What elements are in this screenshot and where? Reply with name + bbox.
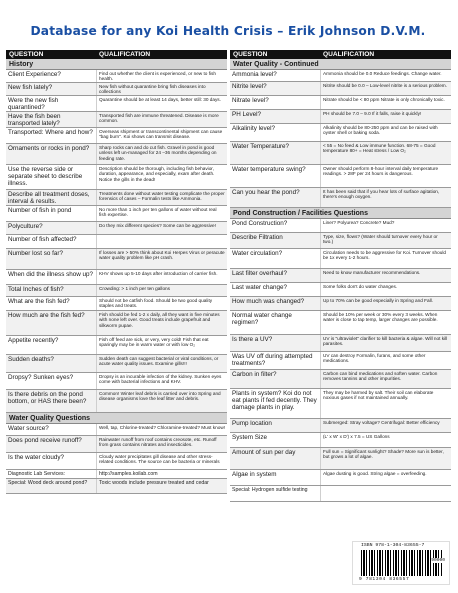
row-qualification: Cloudy water precipitates gill disease and other stress-related conditions. The source can be bacteria or minerals	[96, 453, 227, 469]
row-qualification: Up to 70% can be good especially in Spring and Fall.	[320, 297, 451, 310]
section-history: History	[6, 59, 227, 70]
row-question: How much are the fish fed?	[8, 312, 85, 319]
row-question: What are the fish fed?	[8, 298, 70, 305]
row-question: Number lost so far?	[8, 250, 63, 257]
row-question: Water temperature swing?	[232, 166, 306, 173]
row-qualification: Liner? Polyurea? Concrete? Mud?	[320, 219, 451, 232]
row-question: Is there a UV?	[232, 336, 273, 343]
row-question: PH Level?	[232, 111, 262, 118]
table-row	[6, 165, 227, 190]
table-row	[230, 110, 451, 124]
table-row	[6, 144, 227, 165]
row-question: Normal water change regimen?	[232, 312, 292, 327]
row-qualification: Ammonia should be 0.0 Reduce feedings. Change water.	[320, 70, 451, 81]
row-question: Total Inches of fish?	[8, 286, 64, 293]
row-question: Water circulation?	[232, 250, 283, 257]
table-row	[6, 235, 227, 249]
row-qualification: They may be harmed by salt. Their soil can elaborate noxious gases if not maintained annually.	[320, 389, 451, 418]
table-row	[230, 249, 451, 269]
row-question: Ornaments or rocks in pond?	[8, 145, 90, 152]
row-qualification: Should be 10% per week or 30% every 3 weeks. When water is close to tap temp, larger changes are possible.	[320, 311, 451, 334]
row-qualification: Some folks don't do water changes.	[320, 283, 451, 296]
row-qualification: Need to know manufacturer recommendations.	[320, 269, 451, 282]
left-column	[6, 50, 227, 494]
table-row	[6, 96, 227, 112]
row-qualification: Nitrate should be < 80 ppm Nitrate is only chronically toxic.	[320, 96, 451, 109]
row-question: Have the fish been transported lately?	[8, 113, 61, 128]
page-title: Database for any Koi Health Crisis – Erik Johnson D.V.M.	[30, 24, 426, 38]
table-row	[230, 335, 451, 352]
row-qualification: (L' x W' x D') x 7.5 = US Gallons	[320, 433, 451, 447]
table-row	[230, 124, 451, 142]
section-pond-construction: Pond Construction / Facilities Questions	[230, 208, 451, 219]
row-qualification: PH should be 7.0 – 9.0 If it falls, raise it quickly!	[320, 110, 451, 123]
row-qualification: Sudden death can suggest bacterial or viral conditions, or acute water quality issues. Examine gills!!!	[96, 355, 227, 372]
row-qualification: Quarantine should be at least 14 days, better still: 30 days.	[96, 96, 227, 111]
table-row	[230, 269, 451, 283]
row-qualification: Fish off feed are sick, or very, very cold! Fish that eat sparingly may be in warm water or with low O₂	[96, 336, 227, 354]
header-qualification: QUALIFICATION	[99, 51, 151, 58]
table-row	[6, 270, 227, 285]
row-qualification: New fish without quarantine bring fish diseases into collections	[96, 83, 227, 95]
table-row	[230, 70, 451, 82]
table-row	[230, 352, 451, 370]
table-row	[6, 311, 227, 336]
row-qualification: Description should be thorough, including fish behavior, duration, appearance, and especially, exam after death. Notice the gills in the dead!	[96, 165, 227, 189]
row-question: Polyculture?	[8, 223, 43, 230]
row-question: Last water change?	[232, 284, 287, 291]
row-question: Ammonia level?	[232, 71, 277, 78]
row-question: Was UV off during attempted treatments?	[232, 353, 313, 368]
table-row	[6, 424, 227, 436]
row-qualification: Owner should perform 8-hour interval daily temperature readings. > 28F per 24 hours is dangerous.	[320, 165, 451, 187]
row-qualification: No more than 1 inch per ten gallons of water without real fish expertise.	[96, 206, 227, 221]
section-water-quality: Water Quality Questions	[6, 413, 227, 424]
row-question: Amount of sun per day	[232, 449, 296, 456]
row-qualification	[320, 486, 451, 501]
table-row	[230, 311, 451, 335]
table-row	[230, 283, 451, 297]
table-row	[230, 448, 451, 470]
table-row	[230, 219, 451, 233]
row-qualification: Sharp rocks can and do cut fish. Gravel in pond is good unless left un-managed for 24 –36 months depending on feeding rate.	[96, 144, 227, 164]
row-question: Is the water cloudy?	[8, 454, 65, 461]
right-column	[230, 50, 451, 502]
row-qualification: http://samples.koilab.com	[96, 470, 227, 478]
barcode-digits: 9 781304 836557	[359, 577, 410, 582]
row-qualification: Type, size, flows? (Water should turnover every hour or two.)	[320, 233, 451, 248]
row-question: Water source?	[8, 425, 49, 432]
section-water-quality-continued: Water Quality - Continued	[230, 59, 451, 70]
history-rows	[6, 70, 227, 413]
row-qualification: Treatments done without water testing complicate the proper forensics of cases – Formalin tests like Ammonia.	[96, 190, 227, 205]
row-qualification: Should not be catfish food. Should be two good quality staples and treats.	[96, 297, 227, 310]
table-row	[230, 389, 451, 419]
page	[6, 4, 450, 590]
row-qualification: Alkalinity should be 80-250 ppm and can be raised with oyster shell or baking soda.	[320, 124, 451, 141]
row-qualification: Dropsy is an incurable infection of the kidney. Sunken eyes come with bacterial infections and KHV.	[96, 373, 227, 389]
row-question: How much was changed?	[232, 298, 305, 305]
row-question: Nitrite level?	[232, 83, 267, 90]
row-question: New fish lately?	[8, 84, 53, 91]
row-question: Last filter overhaul?	[232, 270, 287, 277]
table-row	[230, 433, 451, 448]
row-qualification: Algae dusting is good. String algae = overfeeding.	[320, 470, 451, 485]
row-question: Special: Hydrogen sulfide testing	[232, 487, 308, 493]
row-qualification: UV is "ultraviolet" clarifier to kill bacteria & algae. Will not kill parasites.	[320, 335, 451, 351]
row-question: When did the illness show up?	[8, 271, 94, 278]
row-question: Alkalinity level?	[232, 125, 276, 132]
table-row	[230, 96, 451, 110]
row-qualification: Fish should be fed 1-2 x daily, all they want in five minutes with none left over. Good treats include grapefruit and silkworm pupae.	[96, 311, 227, 335]
row-question: Sudden deaths?	[8, 356, 54, 363]
row-question: Pond Construction?	[232, 220, 288, 227]
table-row	[6, 206, 227, 222]
table-row	[230, 82, 451, 96]
row-question: Number of fish in pond	[8, 207, 72, 214]
header-question-right: QUESTION	[233, 51, 268, 58]
row-question: Transported: Where and how?	[8, 129, 93, 136]
row-qualification: Common! Winter leaf debris is carried over into Spring and disease organisms love the leaf litter and debris.	[96, 390, 227, 412]
row-question: Plants in system? Koi do not eat plants if fed decently. They damage plants in play.	[232, 390, 317, 412]
table-row	[230, 233, 451, 249]
table-row	[6, 373, 227, 390]
row-question: Special: Wood deck around pond?	[8, 480, 88, 486]
table-row	[230, 142, 451, 165]
row-qualification: Transported fish are immune threatened. Disease is more common.	[96, 112, 227, 127]
row-qualification: < 55 = No feed & Low immune function. 68-75 = Good temperature 80+ = Heat stress / Low O₂	[320, 142, 451, 164]
row-question: Can you hear the pond?	[232, 189, 300, 196]
row-qualification: Crowding: > 1 inch per ten gallons	[96, 285, 227, 296]
barcode-bars	[361, 550, 443, 576]
row-qualification: Do they mix different species? Some can be aggressive!	[96, 222, 227, 234]
table-row	[230, 470, 451, 486]
left-footer-rows	[6, 470, 227, 494]
table-row	[6, 112, 227, 128]
barcode	[352, 541, 450, 585]
row-qualification: KHV shows up 5-10 days after introduction of carrier fish.	[96, 270, 227, 284]
row-qualification: Toxic woods include pressure treated and cedar	[96, 479, 227, 493]
row-question: Is there debris on the pond bottom, or HAS there been?	[8, 391, 87, 406]
row-question: Describe all treatment doses, interval & results.	[8, 191, 90, 206]
table-row	[230, 419, 451, 433]
row-qualification: Carbon can bind medications and soften water. Carbon removes tannins and other impurities.	[320, 370, 451, 388]
row-question: Were the new fish quarantined?	[8, 97, 59, 112]
table-row	[6, 479, 227, 494]
row-qualification: Circulation needs to be aggressive for Koi. Turnover should be 1x every 1-2 hours.	[320, 249, 451, 268]
row-qualification: Nitrite should be 0.0 – Low-level nitrite is a serious problem.	[320, 82, 451, 95]
water-quality-rows	[6, 424, 227, 470]
row-question: Number of fish affected?	[8, 236, 77, 243]
table-header-right	[230, 50, 451, 59]
row-question: Appetite recently?	[8, 337, 59, 344]
row-qualification: It has been said that if you hear lots of surface agitation, there's enough oxygen.	[320, 188, 451, 207]
table-row	[230, 370, 451, 389]
row-question: Dropsy? Sunken eyes?	[8, 374, 74, 381]
row-qualification: Rainwater runoff from roof contains creosote, etc. Runoff from grass contains nitrates and insecticides.	[96, 436, 227, 452]
header-question: QUESTION	[9, 51, 44, 58]
row-question: Client Experience?	[8, 71, 61, 78]
row-qualification: Overseas shipment or transcontinental shipment can cause "bag burn". Koi shows can transmit disease.	[96, 128, 227, 143]
row-qualification: Full sun = Significant sunlight? Shade? More sun is better, but grows a lot of algae.	[320, 448, 451, 469]
right-footer-rows	[230, 486, 451, 502]
table-row	[230, 486, 451, 502]
row-question: Pump location	[232, 420, 272, 427]
table-row	[6, 297, 227, 311]
table-row	[6, 70, 227, 83]
row-qualification: If losses are > 50% think about Koi Herpes Virus or peracute water quality problem like pH crash.	[96, 249, 227, 269]
table-row	[230, 297, 451, 311]
table-row	[230, 165, 451, 188]
header-qualification-right: QUALIFICATION	[323, 51, 375, 58]
row-question: Use the reverse side or separate sheet to describe illness.	[8, 166, 83, 188]
table-row	[6, 336, 227, 355]
table-row	[6, 222, 227, 235]
row-question: Carbon in filter?	[232, 371, 277, 378]
water-quality-continued-rows	[230, 70, 451, 208]
row-question: Nitrate level?	[232, 97, 269, 104]
row-qualification: Submerged: Stray voltage? Centrifugal: Better efficiency	[320, 419, 451, 432]
row-qualification: Well, tap, Chlorine-treated? Chloramine-treated? Must know!	[96, 424, 227, 435]
table-header	[6, 50, 227, 59]
table-row	[6, 285, 227, 297]
row-question: System Size	[232, 434, 267, 441]
row-qualification: Find out whether the client is experienced, or new to fish health.	[96, 70, 227, 82]
row-question: Does pond receive runoff?	[8, 437, 82, 444]
table-row	[6, 390, 227, 413]
pond-construction-rows	[230, 219, 451, 486]
table-row	[6, 83, 227, 96]
table-row	[6, 453, 227, 470]
table-row	[230, 188, 451, 208]
row-question: Describe Filtration	[232, 234, 283, 241]
row-qualification: UV can destroy Formalin, furans, and some other medications.	[320, 352, 451, 369]
table-row	[6, 436, 227, 453]
table-row	[6, 355, 227, 373]
table-row	[6, 128, 227, 144]
row-question: Water Temperature?	[232, 143, 290, 150]
table-row	[6, 190, 227, 206]
table-row	[6, 249, 227, 270]
table-row	[6, 470, 227, 479]
barcode-price: 90000	[431, 558, 445, 563]
barcode-isbn: ISBN 978-1-304-83655-7	[361, 543, 425, 548]
row-question: Diagnostic Lab Services:	[8, 471, 66, 477]
row-qualification	[96, 235, 227, 248]
row-question: Algae in system	[232, 471, 277, 478]
